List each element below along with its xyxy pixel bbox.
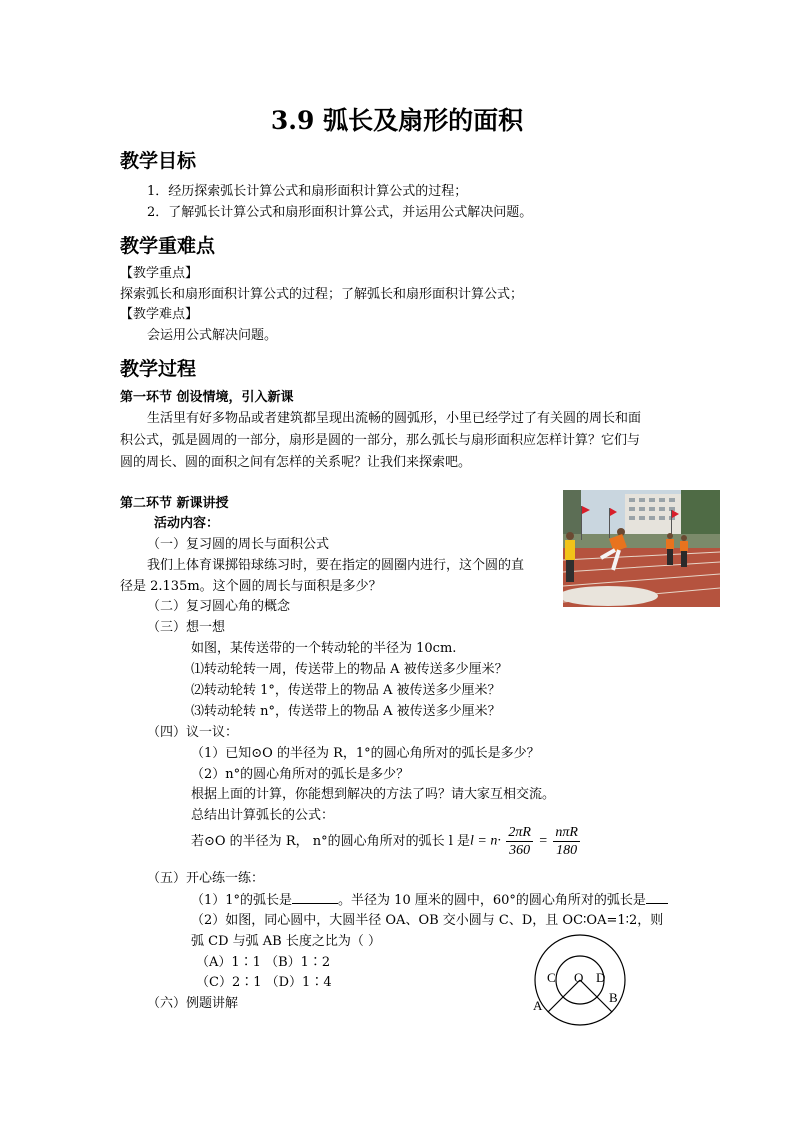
part5-q2-line-2: 弧 CD 与弧 AB 长度之比为（ ） <box>191 934 381 949</box>
part4-line-2: （2）n°的圆心角所对的弧长是多少？ <box>191 767 410 782</box>
part5-title: （五）开心练一练： <box>147 871 265 886</box>
label-o: O <box>574 970 584 985</box>
answer-blank-2 <box>646 891 668 904</box>
formula-fraction-2 <box>553 824 580 859</box>
objectives-heading: 教学目标 <box>120 150 197 172</box>
part3-line-2: ⑴转动轮转一周，传送带上的物品 A 被传送多少厘米？ <box>191 662 508 677</box>
page-title: 3.9 弧长及扇形的面积 <box>270 106 524 135</box>
label-a: A <box>533 998 543 1013</box>
focus-label: 【教学重点】 <box>120 266 199 281</box>
part3-line-1: 如图，某传送带的一个转动轮的半径为 10cm. <box>191 641 457 656</box>
concentric-circles-diagram <box>527 934 631 1030</box>
arc-length-formula <box>470 824 582 859</box>
step1-line-2: 积公式，弧是圆周的一部分，扇形是圆的一部分，那么弧长与扇形面积应怎样计算？它们与 <box>120 433 641 448</box>
part4-line-3: 根据上面的计算，你能想到解决的方法了吗？请大家互相交流。 <box>191 787 556 802</box>
photo-trees <box>681 490 720 534</box>
answer-blank-1 <box>292 891 338 904</box>
part4-title: （四）议一议： <box>147 725 239 740</box>
part1-title: （一）复习圆的周长与面积公式 <box>147 537 330 552</box>
part5-q2-line-1: （2）如图，同心圆中，大圆半径 OA、OB 交小圆与 C、D，且 OC∶OA=1∶2，则 <box>191 913 664 928</box>
formula-equals: = <box>538 833 548 849</box>
part3-line-4: ⑶转动轮转 n°，传送带上的物品 A 被传送多少厘米？ <box>191 704 501 719</box>
step2-title: 第二环节 新课讲授 <box>120 496 229 511</box>
label-d: D <box>596 970 606 985</box>
part6-title: （六）例题讲解 <box>147 996 239 1011</box>
shot-put-photo <box>563 490 720 607</box>
part2-title: （二）复习圆心角的概念 <box>147 599 291 614</box>
formula-lhs: l = n· <box>470 833 501 849</box>
difficulty-text: 会运用公式解决问题。 <box>147 328 278 343</box>
step1-line-1: 生活里有好多物品或者建筑都呈现出流畅的圆弧形，小里已经学过了有关圆的周长和面 <box>147 411 642 426</box>
formula-numerator-1: 2πR <box>508 825 531 840</box>
formula-fraction-1 <box>506 824 533 859</box>
part5-q1-text-a: （1）1°的弧长是 <box>191 893 293 908</box>
part4-line-1: （1）已知⊙O 的半径为 R，1°的圆心角所对的弧长是多少？ <box>191 746 540 761</box>
difficulty-label: 【教学难点】 <box>120 307 199 322</box>
label-b: B <box>609 990 618 1005</box>
part3-line-3: ⑵转动轮转 1°，传送带上的物品 A 被传送多少厘米？ <box>191 683 501 698</box>
activity-label: 活动内容： <box>154 516 220 531</box>
options-row-1: （A）1∶1 （B）1∶2 <box>196 955 331 970</box>
part5-q1-text-b: 。半径为 10 厘米的圆中，60°的圆心角所对的弧长是 <box>338 893 646 908</box>
formula-denominator-2: 180 <box>556 843 578 858</box>
part3-title: （三）想一想 <box>147 620 226 635</box>
options-row-2: （C）2∶1 （D）1∶4 <box>196 975 332 990</box>
part1-line-1: 我们上体育课掷铅球练习时，要在指定的圆圈内进行，这个圆的直 <box>147 558 525 573</box>
formula-denominator-1: 360 <box>509 843 531 858</box>
focus-text: 探索弧长和扇形面积计算公式的过程；了解弧长和扇形面积计算公式； <box>120 287 524 302</box>
step1-title: 第一环节 创设情境，引入新课 <box>120 390 294 405</box>
step1-line-3: 圆的周长、圆的面积之间有怎样的关系呢？让我们来探索吧。 <box>120 455 472 470</box>
label-c: C <box>547 970 556 985</box>
part5-q1 <box>191 891 668 909</box>
process-heading: 教学过程 <box>120 358 197 380</box>
formula-prefix: 若⊙O 的半径为 R， n°的圆心角所对的弧长 l 是 <box>191 834 471 849</box>
objective-item-1: 1．经历探索弧长计算公式和扇形面积计算公式的过程； <box>147 184 468 199</box>
key-points-heading: 教学重难点 <box>120 235 216 257</box>
objective-item-2: 2．了解弧长计算公式和扇形面积计算公式，并运用公式解决问题。 <box>147 205 533 220</box>
formula-numerator-2: nπR <box>555 825 578 840</box>
part4-line-4: 总结出计算弧长的公式： <box>191 808 335 823</box>
part1-line-2: 径是 2.135m。这个圆的周长与面积是多少？ <box>120 579 382 594</box>
